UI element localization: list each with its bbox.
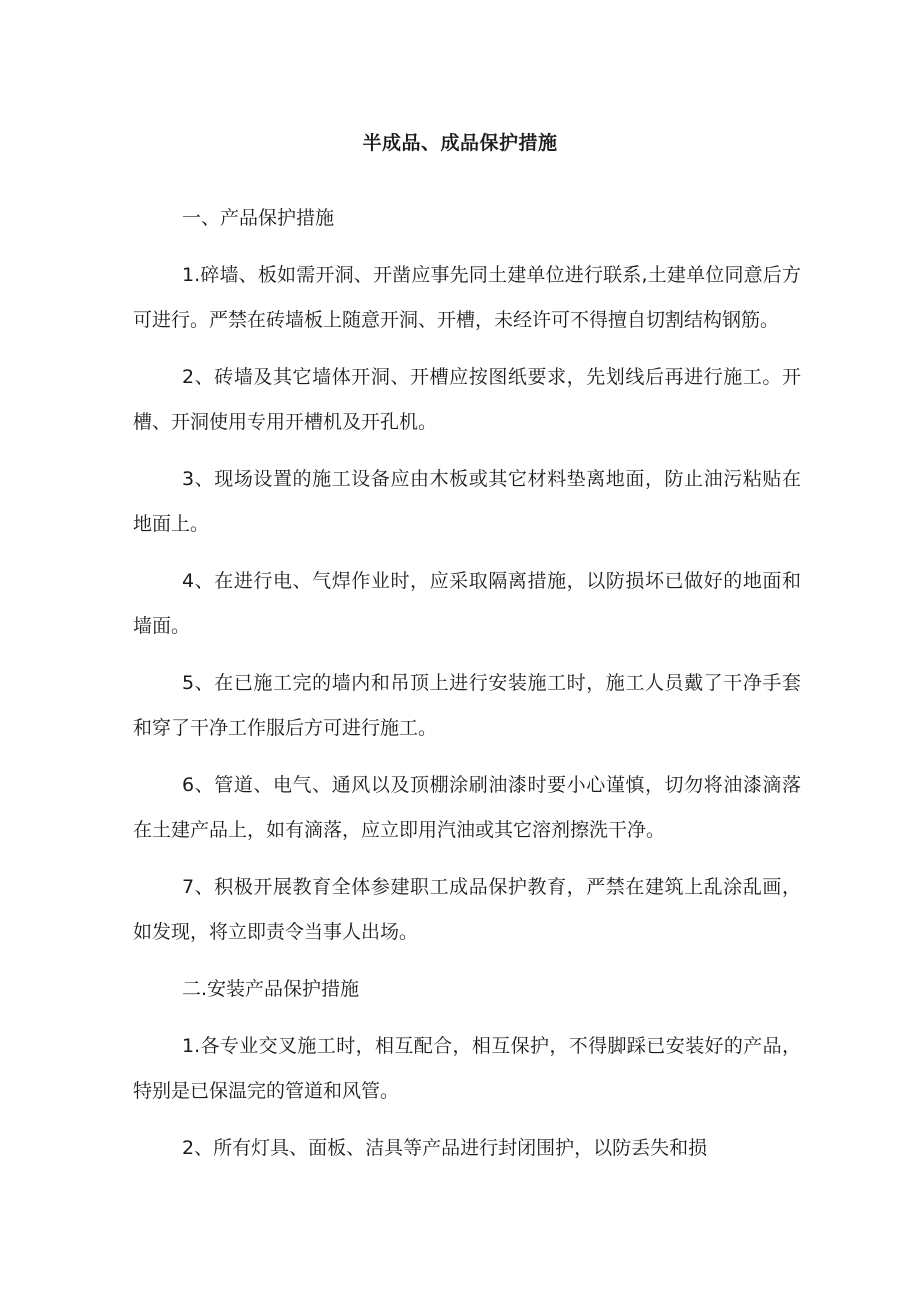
paragraph-install-item-2: 2、所有灯具、面板、洁具等产品进行封闭围护，以防丢失和损 bbox=[182, 1137, 708, 1159]
paragraph-item-5: 5、在已施工完的墙内和吊顶上进行安装施工时，施工人员戴了干净手套和穿了干净工作服后方可进行施工。 bbox=[133, 672, 801, 739]
paragraph-item-2: 2、砖墙及其它墙体开洞、开槽应按图纸要求，先划线后再进行施工。开槽、开洞使用专用开槽机及开孔机。 bbox=[133, 366, 801, 433]
paragraph-install-item-1: 1.各专业交叉施工时，相互配合，相互保护，不得脚踩已安装好的产品，特别是已保温完的管道和风管。 bbox=[133, 1035, 801, 1102]
document-body bbox=[133, 196, 801, 1183]
section-heading-installation-protection: 二.安装产品保护措施 bbox=[182, 978, 360, 1000]
paragraph-item-7: 7、积极开展教育全体参建职工成品保护教育，严禁在建筑上乱涂乱画，如发现，将立即责令当事人出场。 bbox=[133, 876, 801, 943]
document-title: 半成品、成品保护措施 bbox=[362, 132, 558, 154]
paragraph-item-4: 4、在进行电、气焊作业时，应采取隔离措施，以防损坏已做好的地面和墙面。 bbox=[133, 570, 801, 637]
section-heading-product-protection: 一、产品保护措施 bbox=[182, 207, 335, 229]
paragraph-item-1: 1.碎墙、板如需开洞、开凿应事先同土建单位进行联系,土建单位同意后方可进行。严禁在砖墙板上随意开洞、开槽，未经许可不得擅自切割结构钢筋。 bbox=[133, 264, 801, 331]
paragraph-item-6: 6、管道、电气、通风以及顶棚涂刷油漆时要小心谨慎，切勿将油漆滴落在土建产品上，如有滴落，应立即用汽油或其它溶剂擦洗干净。 bbox=[133, 774, 801, 841]
paragraph-item-3: 3、现场设置的施工设备应由木板或其它材料垫离地面，防止油污粘贴在地面上。 bbox=[133, 468, 801, 535]
